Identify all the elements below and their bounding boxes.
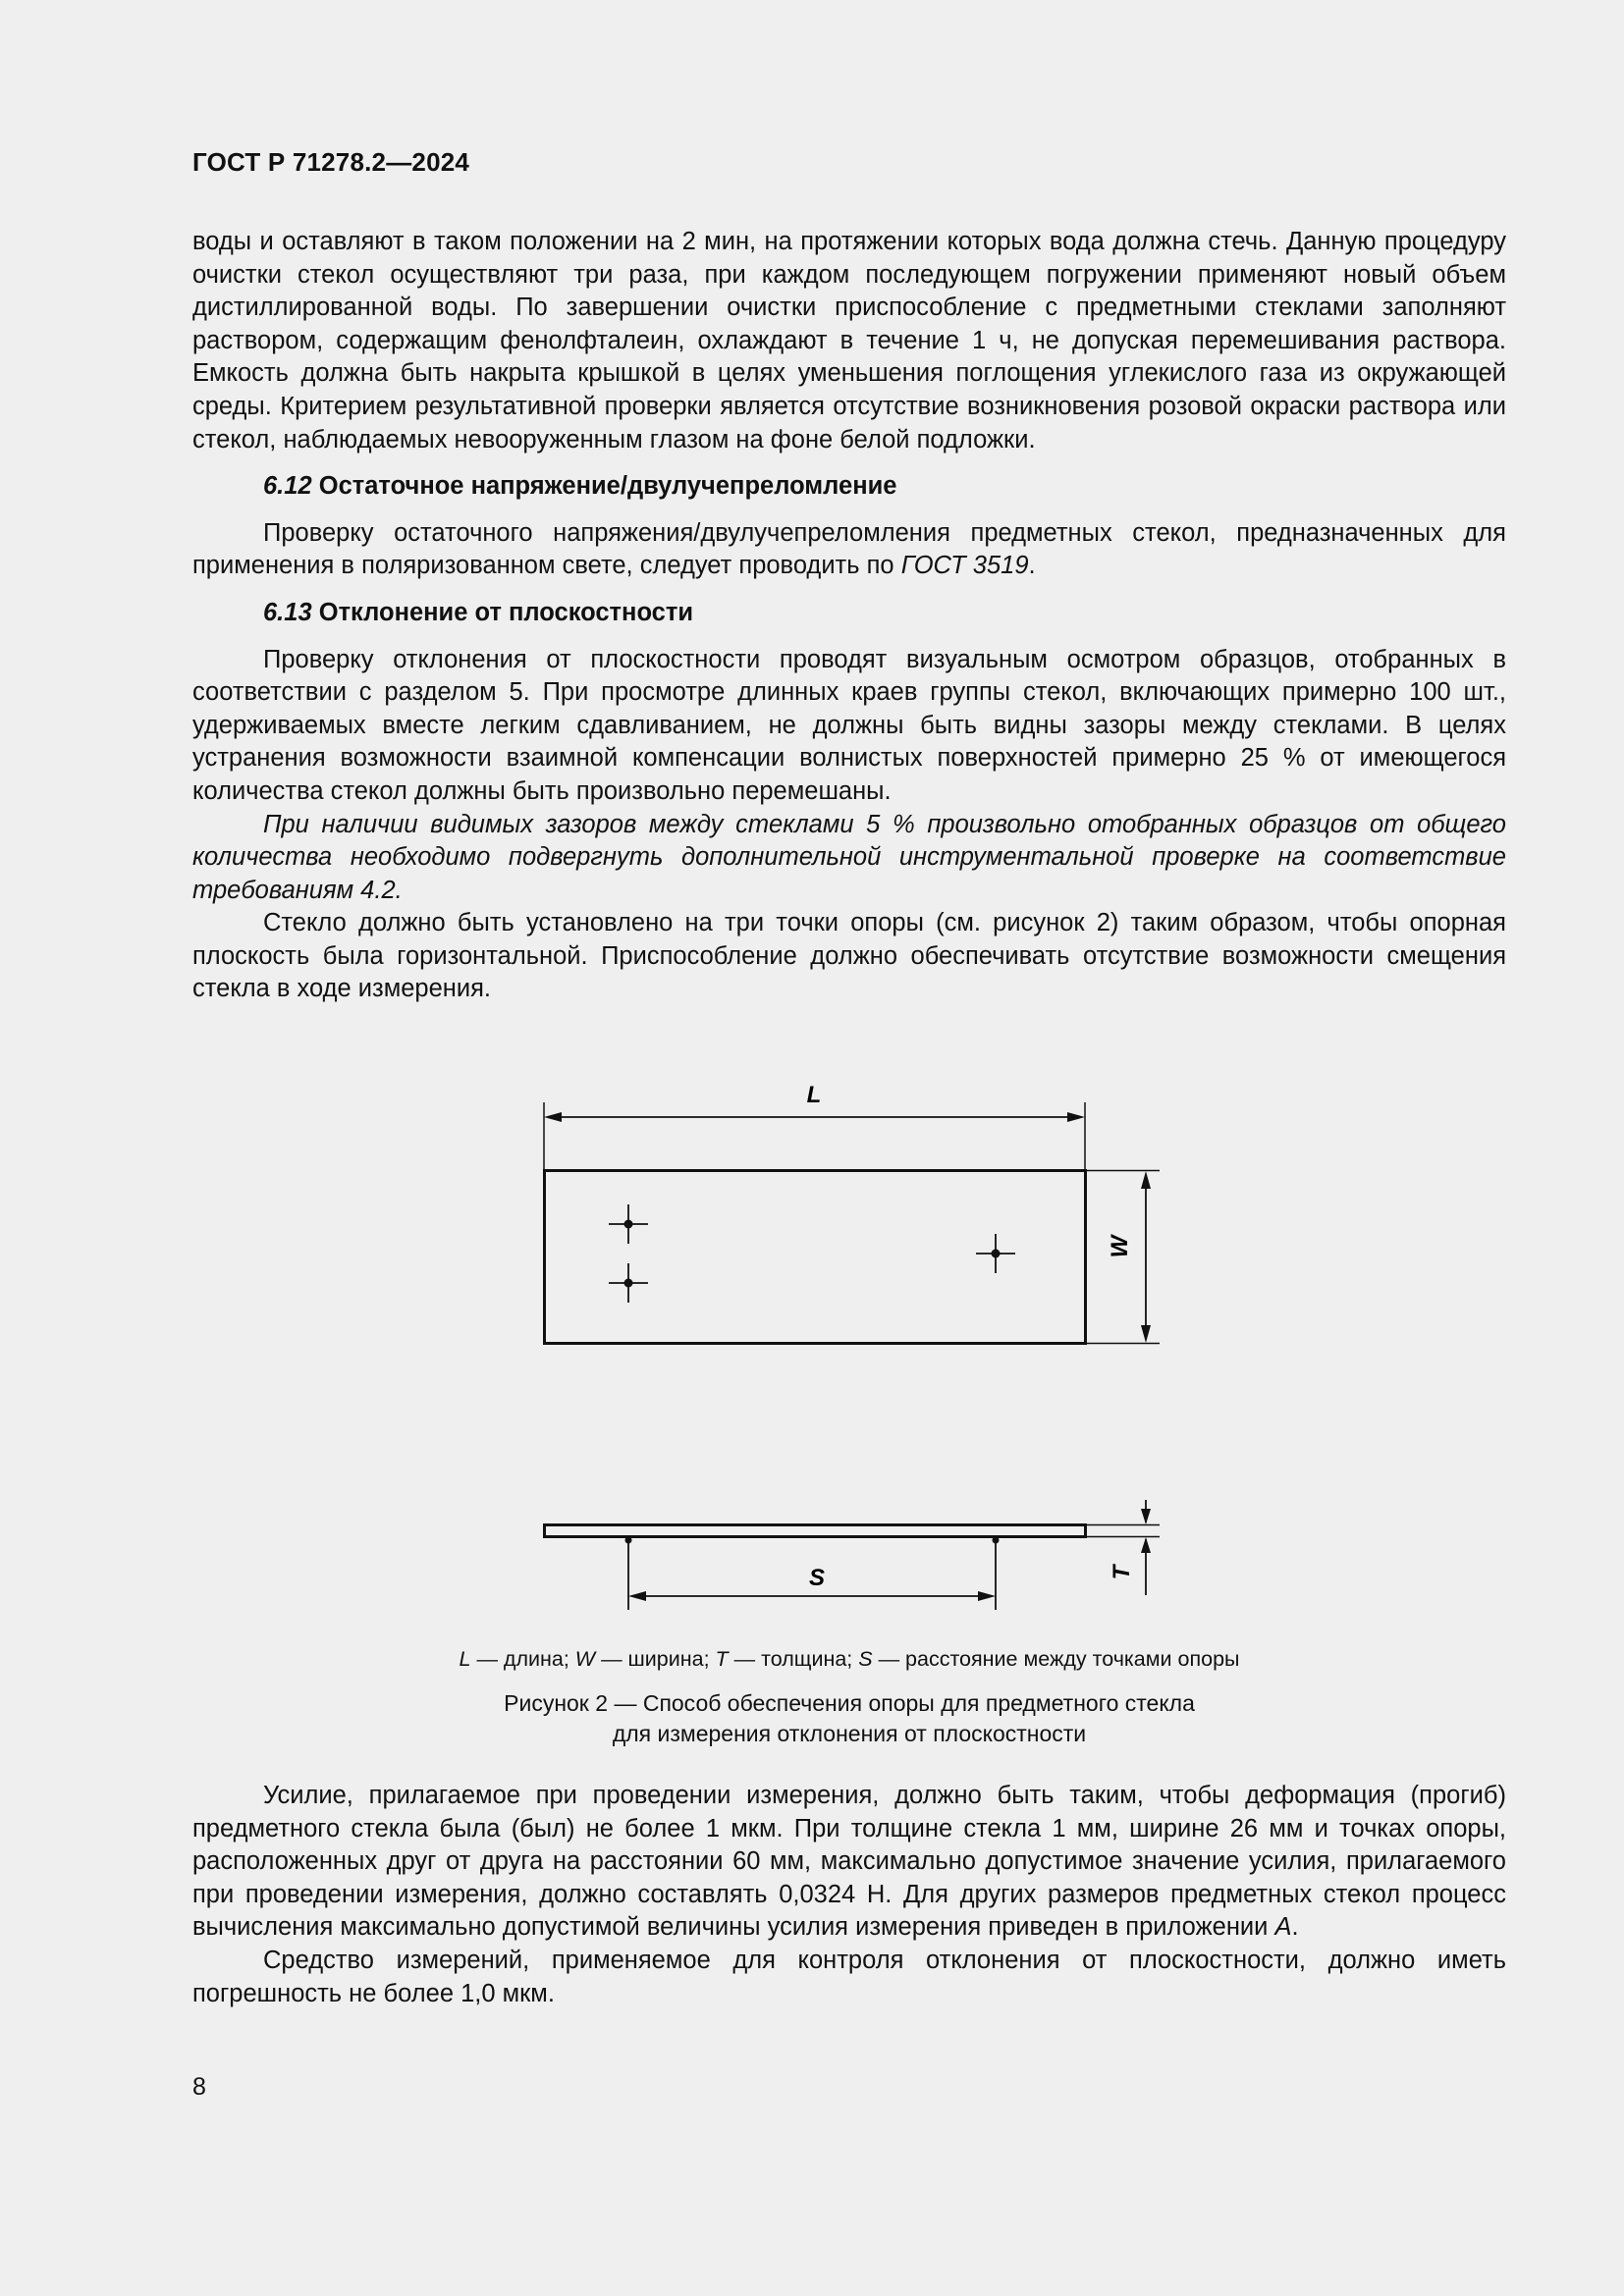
section-6-13-paragraph-2: При наличии видимых зазоров между стеклами 5 % произвольно отобранных образцов от общего количества необходимо подвергнуть дополнительной инструментальной проверке на соответствие требованиям 4.2.	[192, 810, 1506, 904]
section-6-13-paragraph-3: Стекло должно быть установлено на три точки опоры (см. рисунок 2) таким образом, чтобы опорная плоскость была горизонтальной. Приспособление должно обеспечивать отсутствие возможности смещения стекла в ходе измерения.	[192, 909, 1506, 1003]
section-number: 6.13	[263, 598, 312, 626]
arrow-left-S	[628, 1591, 646, 1601]
slide-support-drawing	[192, 1075, 1506, 1664]
legend-text-S: — расстояние между точками опоры	[872, 1647, 1240, 1671]
section-6-12-title	[192, 470, 1506, 504]
arrow-right-L	[1067, 1112, 1085, 1122]
text-block-bottom	[192, 1780, 1506, 2010]
arrow-right-S	[978, 1591, 996, 1601]
section-6-13-title	[192, 597, 1506, 630]
figure-legend	[192, 1645, 1506, 1673]
paragraph-text-end: .	[1028, 552, 1036, 580]
legend-symbol-L: L	[459, 1647, 471, 1671]
document-header: ГОСТ Р 71278.2—2024	[192, 147, 470, 177]
figure-caption-line-1: Рисунок 2 — Способ обеспечения опоры для предметного стекла	[504, 1690, 1195, 1716]
arrow-T-top	[1141, 1509, 1151, 1524]
arrow-T-bottom	[1141, 1537, 1151, 1553]
label-L: L	[806, 1082, 822, 1108]
arrow-bottom-W	[1141, 1325, 1151, 1343]
section-title-text: Остаточное напряжение/двулучепреломление	[318, 472, 897, 501]
legend-text-T: — толщина;	[728, 1647, 859, 1671]
slide-side-view	[545, 1525, 1086, 1537]
standard-reference: ГОСТ 3519	[900, 552, 1029, 580]
support-point-1-dot	[624, 1220, 633, 1229]
legend-symbol-T: T	[715, 1647, 729, 1671]
section-title-text: Отклонение от плоскостности	[318, 598, 694, 626]
arrow-left-L	[544, 1112, 562, 1122]
legend-symbol-S: S	[858, 1647, 873, 1671]
paragraph-text-end: .	[1291, 1913, 1299, 1942]
label-T: T	[1109, 1565, 1135, 1580]
section-6-13-paragraph-1: Проверку отклонения от плоскостности проводят визуальным осмотром образцов, отобранных в соответствии с разделом 5. При просмотре длинных краев группы стекол, включающих примерно 100 шт., удерживаемых вместе легким сдавливанием, не должны быть видны зазоры между стеклами. В целях устранения возможности взаимной компенсации волнистых поверхностей примерно 25 % от имеющегося количества стекол должны быть произвольно перемешаны.	[192, 645, 1506, 805]
appendix-reference: А	[1274, 1913, 1292, 1942]
section-number: 6.12	[263, 472, 312, 501]
figure-caption	[192, 1688, 1506, 1749]
slide-top-view	[545, 1171, 1086, 1344]
label-W: W	[1107, 1235, 1133, 1258]
paragraph-text: Проверку остаточного напряжения/двулучепреломления предметных стекол, предназначенных для применения в поляризованном свете, следует проводить по	[192, 518, 1506, 580]
measurement-tool-paragraph: Средство измерений, применяемое для контроля отклонения от плоскостности, должно иметь погрешность не более 1,0 мкм.	[192, 1946, 1506, 2007]
support-point-3-dot	[992, 1250, 1001, 1258]
text-block-top	[192, 226, 1506, 1006]
arrow-top-W	[1141, 1171, 1151, 1189]
figure-caption-line-2: для измерения отклонения от плоскостности	[612, 1721, 1087, 1746]
page-number: 8	[192, 2073, 206, 2101]
legend-text-L: — длина;	[470, 1647, 575, 1671]
force-paragraph	[192, 1780, 1506, 1945]
legend-text-W: — ширина;	[595, 1647, 716, 1671]
intro-paragraph: воды и оставляют в таком положении на 2 мин, на протяжении которых вода должна стечь. Данную процедуру очистки стекол осуществляют три раза, при каждом последующем погружении применяют новый объем дистиллированной воды. По завершении очистки приспособление с предметными стеклами заполняют раствором, содержащим фенолфталеин, охлаждают в течение 1 ч, не допуская перемешивания раствора. Емкость должна быть накрыта крышкой в целях уменьшения поглощения углекислого газа из окружающей среды. Критерием результативной проверки является отсутствие возникновения розовой окраски раствора или стекол, наблюдаемых невооруженным глазом на фоне белой подложки.	[192, 228, 1506, 454]
label-S: S	[808, 1565, 826, 1591]
paragraph-text: Усилие, прилагаемое при проведении измерения, должно быть таким, чтобы деформация (прогиб) предметного стекла была (был) не более 1 мкм. При толщине стекла 1 мм, ширине 26 мм и точках опоры, расположенных друг от друга на расстоянии 60 мм, максимально допустимое значение усилия, прилагаемого при проведении измерения, должно составлять 0,0324 Н. Для других размеров предметных стекол процесс вычисления максимально допустимой величины усилия измерения приведен в приложении	[192, 1782, 1506, 1942]
support-point-2-dot	[624, 1279, 633, 1288]
legend-symbol-W: W	[574, 1647, 596, 1671]
section-6-12-paragraph	[192, 517, 1506, 583]
